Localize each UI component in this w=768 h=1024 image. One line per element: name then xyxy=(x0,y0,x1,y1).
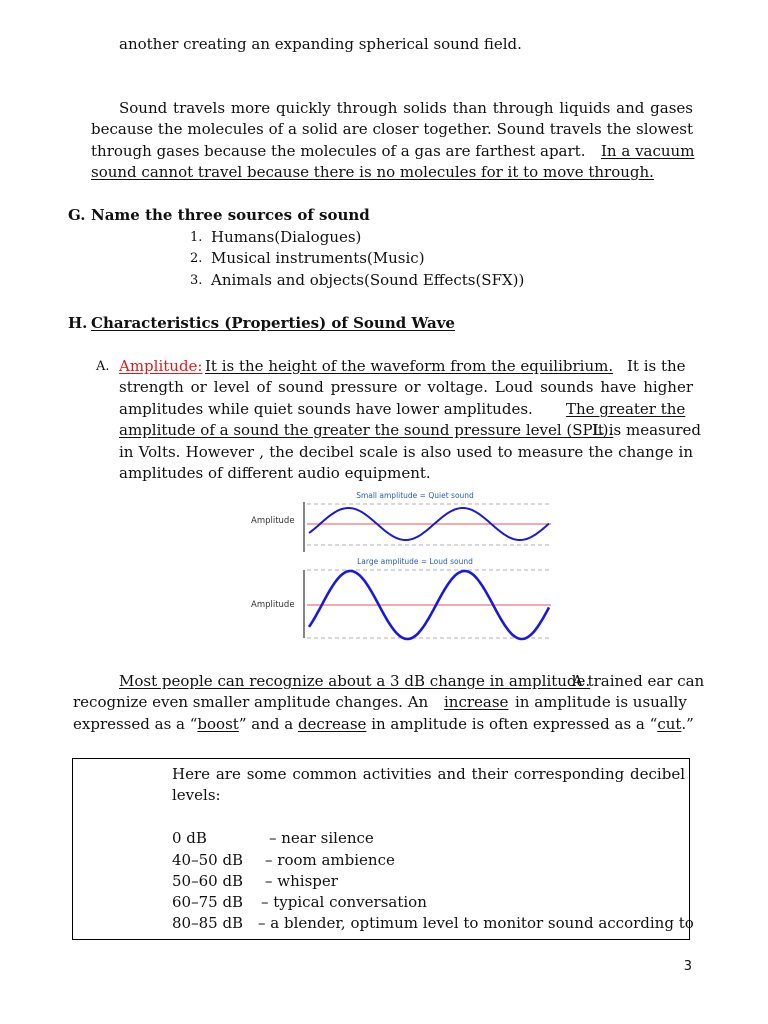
paragraph-line: another creating an expanding spherical sound field. xyxy=(119,35,522,53)
paragraph-text: expressed as a “ xyxy=(73,715,198,733)
db-description: – near silence xyxy=(269,829,374,847)
amplitude-figure xyxy=(245,488,565,656)
paragraph-text: It is the xyxy=(627,357,686,375)
section-title: Name the three sources of sound xyxy=(91,206,370,224)
paragraph-line: strength or level of sound pressure or voltage. Loud sounds have higher xyxy=(119,378,693,396)
paragraph-text: .” xyxy=(681,715,694,733)
db-description: – whisper xyxy=(265,872,338,890)
list-item: Humans(Dialogues) xyxy=(211,228,362,246)
section-marker: H. xyxy=(68,314,88,332)
db-level: 50–60 dB xyxy=(172,872,244,890)
underlined-text: In a vacuum xyxy=(601,142,695,160)
db-level: 0 dB xyxy=(172,829,207,847)
paragraph-text: in amplitude is usually xyxy=(515,693,687,711)
paragraph-text: in amplitude is often expressed as a “ xyxy=(371,715,658,733)
definition-text: It is the height of the waveform from the equilibrium. xyxy=(205,357,614,375)
page-number: 3 xyxy=(683,959,692,974)
list-number: 3. xyxy=(190,273,203,288)
paragraph-line xyxy=(73,714,694,736)
db-level: 40–50 dB xyxy=(172,851,244,869)
section-title: Characteristics (Properties) of Sound Wave xyxy=(91,314,455,332)
db-description: – room ambience xyxy=(265,851,395,869)
paragraph-line xyxy=(91,141,585,163)
box-intro-line: levels: xyxy=(172,786,221,804)
section-marker: G. xyxy=(68,206,86,224)
list-number: 2. xyxy=(190,251,203,266)
figure-caption-top: Small amplitude = Quiet sound xyxy=(356,491,474,500)
paragraph-line: because the molecules of a solid are closer together. Sound travels the slowest xyxy=(91,120,693,138)
list-item: Animals and objects(Sound Effects(SFX)) xyxy=(211,271,525,289)
paragraph-text: through gases because the molecules of a gas are farthest apart. xyxy=(91,142,586,160)
axis-label-bottom: Amplitude xyxy=(251,600,295,610)
db-description: – a blender, optimum level to monitor sound according to xyxy=(258,914,694,932)
figure-caption-bottom: Large amplitude = Loud sound xyxy=(357,557,473,566)
underlined-word: boost xyxy=(197,715,239,733)
axis-label-top: Amplitude xyxy=(251,516,295,526)
box-intro-line: Here are some common activities and their corresponding decibel xyxy=(172,765,685,783)
list-number: 1. xyxy=(190,230,203,245)
list-item: Musical instruments(Music) xyxy=(211,249,425,267)
paragraph-text: It is measured xyxy=(592,421,702,439)
underlined-text: Most people can recognize about a 3 dB change in amplitude. xyxy=(119,672,591,690)
underlined-word: cut xyxy=(657,715,682,733)
paragraph-line xyxy=(73,692,428,714)
paragraph-text: A trained ear can xyxy=(572,672,705,690)
paragraph-line: Sound travels more quickly through solids than through liquids and gases xyxy=(119,99,693,117)
db-description: – typical conversation xyxy=(261,893,427,911)
paragraph-text: ” and a xyxy=(238,715,294,733)
paragraph-text: recognize even smaller amplitude changes. An xyxy=(73,693,429,711)
underlined-text: The greater the xyxy=(566,400,686,418)
paragraph-text: amplitudes while quiet sounds have lower amplitudes. xyxy=(119,400,533,418)
paragraph-line: amplitudes of different audio equipment. xyxy=(119,464,431,482)
term-amplitude: Amplitude: xyxy=(119,357,203,375)
list-marker: A. xyxy=(96,359,110,374)
underlined-text: amplitude of a sound the greater the sound pressure level (SPL). xyxy=(119,421,614,439)
paragraph-line: in Volts. However , the decibel scale is also used to measure the change in xyxy=(119,443,693,461)
db-level: 80–85 dB xyxy=(172,914,244,932)
underlined-word: decrease xyxy=(297,715,367,733)
underlined-word: increase xyxy=(444,693,509,711)
underlined-text: sound cannot travel because there is no molecules for it to move through. xyxy=(91,163,654,181)
db-level: 60–75 dB xyxy=(172,893,244,911)
